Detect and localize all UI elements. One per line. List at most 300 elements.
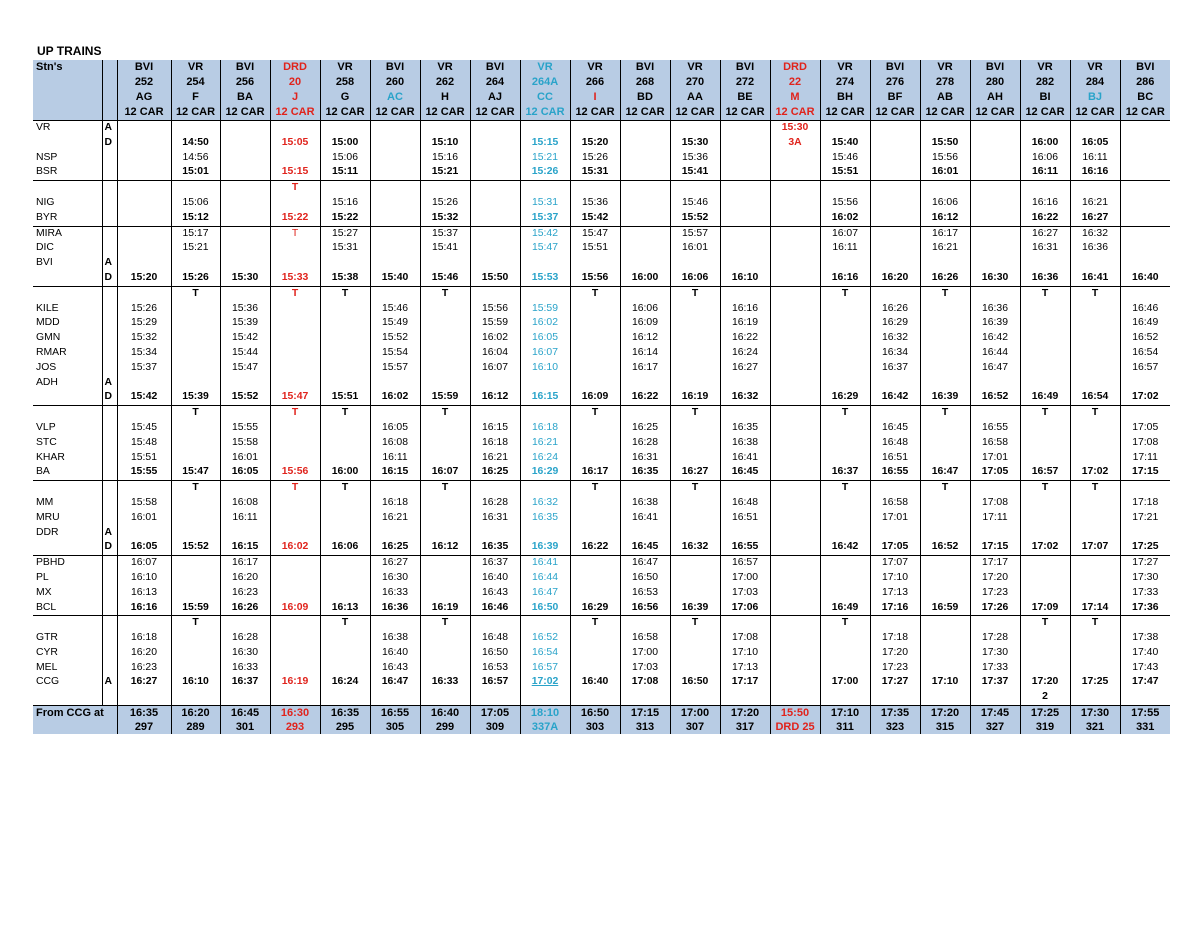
time-cell bbox=[820, 376, 870, 391]
time-cell: T bbox=[570, 481, 620, 496]
time-cell bbox=[470, 196, 520, 211]
timetable-row bbox=[33, 436, 1170, 451]
time-cell: T bbox=[570, 406, 620, 421]
timetable-row bbox=[33, 481, 1170, 496]
time-cell bbox=[920, 302, 970, 317]
train-car: 12 CAR bbox=[375, 106, 415, 118]
station-name: DDR bbox=[36, 526, 59, 538]
time-cell: 16:07 bbox=[470, 361, 520, 376]
time-cell: 16:18 bbox=[370, 496, 420, 511]
time-cell: 15:42 bbox=[220, 331, 270, 346]
time-cell bbox=[570, 346, 620, 361]
time-cell: 15:26 bbox=[570, 151, 620, 166]
time-cell bbox=[470, 241, 520, 256]
time-cell bbox=[470, 376, 520, 391]
timetable-row bbox=[33, 376, 1170, 391]
time-cell bbox=[171, 121, 220, 136]
time-cell: 17:20 bbox=[1020, 675, 1070, 690]
time-cell bbox=[370, 690, 420, 705]
train-number: 252 bbox=[134, 76, 154, 88]
time-cell bbox=[570, 690, 620, 705]
time-cell bbox=[920, 511, 970, 526]
arr-dep-marker bbox=[102, 421, 117, 436]
time-cell bbox=[1020, 346, 1070, 361]
timetable-row bbox=[33, 390, 1170, 405]
time-cell bbox=[320, 331, 370, 346]
return-trip bbox=[1120, 706, 1170, 735]
time-cell: 15:30 bbox=[770, 121, 820, 136]
time-cell: 15:51 bbox=[117, 451, 171, 466]
time-cell: 16:22 bbox=[570, 540, 620, 555]
train-origin: BVI bbox=[485, 61, 505, 73]
time-cell: 16:49 bbox=[1120, 316, 1170, 331]
time-cell bbox=[720, 376, 770, 391]
time-cell bbox=[270, 151, 320, 166]
time-cell bbox=[370, 121, 420, 136]
time-cell: 16:42 bbox=[970, 331, 1020, 346]
train-car: 12 CAR bbox=[1025, 106, 1065, 118]
time-cell bbox=[1120, 526, 1170, 541]
time-cell: 17:43 bbox=[1120, 661, 1170, 676]
time-cell bbox=[1120, 181, 1170, 196]
time-cell: 16:02 bbox=[270, 540, 320, 555]
train-code: CC bbox=[537, 91, 553, 103]
time-cell bbox=[270, 256, 320, 271]
time-cell: 15:29 bbox=[117, 316, 171, 331]
time-cell bbox=[770, 661, 820, 676]
time-cell bbox=[1070, 376, 1120, 391]
time-cell bbox=[470, 286, 520, 301]
time-cell bbox=[1120, 286, 1170, 301]
time-cell bbox=[770, 421, 820, 436]
time-cell: 15:52 bbox=[670, 211, 720, 226]
time-cell bbox=[171, 302, 220, 317]
time-cell bbox=[770, 256, 820, 271]
arr-dep-marker bbox=[102, 346, 117, 361]
time-cell: 17:33 bbox=[970, 661, 1020, 676]
time-cell: 17:05 bbox=[1120, 421, 1170, 436]
time-cell: 15:27 bbox=[320, 226, 370, 241]
time-cell: T bbox=[270, 406, 320, 421]
time-cell: 16:48 bbox=[870, 436, 920, 451]
time-cell bbox=[420, 421, 470, 436]
time-cell bbox=[820, 556, 870, 571]
time-cell: 16:40 bbox=[570, 675, 620, 690]
time-cell bbox=[370, 151, 420, 166]
return-time: 17:45 bbox=[980, 707, 1010, 720]
time-cell: 16:15 bbox=[520, 390, 570, 405]
time-cell: 16:32 bbox=[1070, 226, 1120, 241]
return-trip bbox=[720, 706, 770, 735]
return-time: 17:20 bbox=[930, 707, 960, 720]
time-cell bbox=[270, 302, 320, 317]
return-time: 17:55 bbox=[1131, 707, 1160, 720]
time-cell bbox=[770, 465, 820, 480]
train-origin: VR bbox=[587, 61, 603, 73]
time-cell: 16:16 bbox=[1020, 196, 1070, 211]
return-train: 321 bbox=[1085, 721, 1105, 734]
time-cell: T bbox=[420, 286, 470, 301]
time-cell bbox=[770, 346, 820, 361]
time-cell: 15:38 bbox=[320, 271, 370, 286]
time-cell bbox=[1120, 211, 1170, 226]
time-cell: 16:27 bbox=[1070, 211, 1120, 226]
time-cell: 16:29 bbox=[520, 465, 570, 480]
timetable-row bbox=[33, 181, 1170, 196]
time-cell bbox=[720, 165, 770, 180]
time-cell: 15:57 bbox=[370, 361, 420, 376]
time-cell: 16:46 bbox=[1120, 302, 1170, 317]
time-cell: 16:17 bbox=[620, 361, 670, 376]
train-car: 12 CAR bbox=[1075, 106, 1115, 118]
time-cell: 17:01 bbox=[870, 511, 920, 526]
time-cell bbox=[770, 571, 820, 586]
time-cell: T bbox=[920, 481, 970, 496]
time-cell bbox=[620, 226, 670, 241]
time-cell bbox=[620, 136, 670, 151]
train-number: 22 bbox=[788, 76, 802, 88]
time-cell bbox=[570, 661, 620, 676]
arr-dep-marker bbox=[102, 556, 117, 571]
time-cell: 16:57 bbox=[1020, 465, 1070, 480]
time-cell bbox=[870, 226, 920, 241]
arr-dep-marker bbox=[102, 302, 117, 317]
train-header bbox=[1070, 60, 1120, 121]
return-train: 297 bbox=[134, 721, 154, 734]
time-cell bbox=[870, 526, 920, 541]
time-cell bbox=[420, 302, 470, 317]
time-cell bbox=[470, 226, 520, 241]
time-cell: 17:01 bbox=[970, 451, 1020, 466]
arr-dep-marker bbox=[102, 196, 117, 211]
time-cell: 16:36 bbox=[970, 302, 1020, 317]
time-cell: 16:52 bbox=[1120, 331, 1170, 346]
return-train: 311 bbox=[836, 721, 854, 734]
time-cell: T bbox=[670, 616, 720, 631]
return-trip bbox=[520, 706, 570, 735]
time-cell bbox=[117, 616, 171, 631]
time-cell bbox=[670, 631, 720, 646]
train-origin: BVI bbox=[235, 61, 255, 73]
time-cell bbox=[920, 121, 970, 136]
time-cell bbox=[1020, 451, 1070, 466]
timetable-row bbox=[33, 226, 1170, 241]
time-cell bbox=[1070, 586, 1120, 601]
timetable-row bbox=[33, 675, 1170, 690]
time-cell bbox=[370, 256, 420, 271]
time-cell bbox=[620, 241, 670, 256]
time-cell bbox=[1070, 646, 1120, 661]
timetable-row bbox=[33, 496, 1170, 511]
train-code: J bbox=[291, 91, 299, 103]
time-cell bbox=[620, 376, 670, 391]
train-header bbox=[970, 60, 1020, 121]
time-cell: 15:56 bbox=[570, 271, 620, 286]
arr-dep-marker bbox=[102, 481, 117, 496]
time-cell bbox=[420, 331, 470, 346]
time-cell: 17:08 bbox=[1120, 436, 1170, 451]
time-cell: 16:19 bbox=[720, 316, 770, 331]
time-cell: 16:28 bbox=[470, 496, 520, 511]
arr-dep-marker bbox=[102, 165, 117, 180]
time-cell: 16:09 bbox=[270, 601, 320, 616]
time-cell bbox=[970, 136, 1020, 151]
train-header bbox=[520, 60, 570, 121]
time-cell: 15:52 bbox=[171, 540, 220, 555]
time-cell bbox=[1070, 331, 1120, 346]
time-cell: 16:07 bbox=[117, 556, 171, 571]
time-cell bbox=[520, 121, 570, 136]
time-cell bbox=[820, 451, 870, 466]
time-cell bbox=[270, 646, 320, 661]
time-cell: 15:22 bbox=[270, 211, 320, 226]
time-cell bbox=[770, 165, 820, 180]
train-car: 12 CAR bbox=[725, 106, 765, 118]
time-cell: 16:22 bbox=[720, 331, 770, 346]
time-cell bbox=[420, 586, 470, 601]
time-cell: 16:51 bbox=[870, 451, 920, 466]
time-cell bbox=[1020, 436, 1070, 451]
train-header bbox=[370, 60, 420, 121]
return-trip bbox=[920, 706, 970, 735]
time-cell: T bbox=[270, 226, 320, 241]
time-cell bbox=[870, 121, 920, 136]
time-cell: 16:10 bbox=[520, 361, 570, 376]
time-cell bbox=[770, 181, 820, 196]
time-cell bbox=[520, 481, 570, 496]
stn-header: Stn's bbox=[33, 60, 102, 121]
footer-row bbox=[33, 706, 1170, 735]
time-cell bbox=[720, 526, 770, 541]
return-train: 315 bbox=[935, 721, 955, 734]
train-header bbox=[470, 60, 520, 121]
time-cell: 15:05 bbox=[270, 136, 320, 151]
time-cell: 16:06 bbox=[920, 196, 970, 211]
time-cell bbox=[220, 256, 270, 271]
time-cell: T bbox=[820, 481, 870, 496]
arr-dep-marker bbox=[102, 690, 117, 705]
time-cell: 16:35 bbox=[620, 465, 670, 480]
time-cell bbox=[620, 196, 670, 211]
return-train: 317 bbox=[735, 721, 755, 734]
time-cell: 17:18 bbox=[1120, 496, 1170, 511]
return-time: 17:35 bbox=[880, 707, 910, 720]
time-cell bbox=[920, 256, 970, 271]
time-cell: 15:49 bbox=[370, 316, 420, 331]
arr-dep-marker: A bbox=[102, 121, 117, 136]
return-train: 299 bbox=[435, 721, 455, 734]
time-cell bbox=[470, 406, 520, 421]
time-cell bbox=[770, 556, 820, 571]
time-cell: 16:45 bbox=[720, 465, 770, 480]
time-cell: 16:51 bbox=[720, 511, 770, 526]
time-cell: 15:55 bbox=[117, 465, 171, 480]
station-name: ADH bbox=[36, 376, 58, 388]
time-cell: 17:27 bbox=[1120, 556, 1170, 571]
time-cell: 16:21 bbox=[520, 436, 570, 451]
return-train: 301 bbox=[235, 721, 255, 734]
arr-dep-marker bbox=[102, 406, 117, 421]
time-cell: 16:05 bbox=[370, 421, 420, 436]
time-cell: 16:18 bbox=[520, 421, 570, 436]
time-cell: 17:15 bbox=[1120, 465, 1170, 480]
time-cell: 15:15 bbox=[270, 165, 320, 180]
time-cell bbox=[570, 316, 620, 331]
time-cell bbox=[870, 286, 920, 301]
time-cell bbox=[620, 286, 670, 301]
time-cell: T bbox=[320, 481, 370, 496]
time-cell bbox=[820, 526, 870, 541]
time-cell: 16:31 bbox=[1020, 241, 1070, 256]
time-cell: 16:06 bbox=[670, 271, 720, 286]
train-origin: VR bbox=[687, 61, 703, 73]
time-cell: 15:52 bbox=[370, 331, 420, 346]
time-cell: 15:59 bbox=[470, 316, 520, 331]
time-cell bbox=[720, 690, 770, 705]
time-cell: 15:50 bbox=[920, 136, 970, 151]
time-cell: 16:46 bbox=[470, 601, 520, 616]
time-cell: 17:02 bbox=[1020, 540, 1070, 555]
time-cell bbox=[770, 286, 820, 301]
time-cell bbox=[1120, 241, 1170, 256]
time-cell: 17:13 bbox=[870, 586, 920, 601]
time-cell: T bbox=[320, 616, 370, 631]
return-trip bbox=[270, 706, 320, 735]
time-cell: 16:39 bbox=[520, 540, 570, 555]
time-cell: T bbox=[670, 286, 720, 301]
time-cell: 15:40 bbox=[370, 271, 420, 286]
time-cell: 15:10 bbox=[420, 136, 470, 151]
ad-header bbox=[102, 60, 117, 121]
time-cell bbox=[171, 316, 220, 331]
train-header bbox=[570, 60, 620, 121]
time-cell bbox=[320, 361, 370, 376]
time-cell: 16:57 bbox=[520, 661, 570, 676]
train-header bbox=[670, 60, 720, 121]
time-cell bbox=[171, 661, 220, 676]
time-cell: 16:55 bbox=[970, 421, 1020, 436]
time-cell bbox=[870, 481, 920, 496]
timetable-row bbox=[33, 316, 1170, 331]
time-cell bbox=[320, 316, 370, 331]
time-cell: 15:59 bbox=[171, 601, 220, 616]
return-trip bbox=[620, 706, 670, 735]
time-cell: 16:39 bbox=[670, 601, 720, 616]
time-cell bbox=[1070, 361, 1120, 376]
station-name: VR bbox=[33, 121, 102, 136]
time-cell bbox=[220, 151, 270, 166]
time-cell bbox=[820, 690, 870, 705]
station-name bbox=[33, 271, 102, 286]
time-cell: 15:36 bbox=[220, 302, 270, 317]
time-cell: 16:50 bbox=[620, 571, 670, 586]
time-cell: 16:13 bbox=[117, 586, 171, 601]
time-cell bbox=[670, 302, 720, 317]
station-name: BA bbox=[36, 466, 50, 478]
time-cell: 16:49 bbox=[1020, 390, 1070, 405]
time-cell: 15:47 bbox=[520, 241, 570, 256]
time-cell: 16:02 bbox=[470, 331, 520, 346]
time-cell: 17:10 bbox=[920, 675, 970, 690]
time-cell: 16:15 bbox=[370, 465, 420, 480]
train-header bbox=[420, 60, 470, 121]
time-cell: 16:37 bbox=[220, 675, 270, 690]
time-cell: 16:27 bbox=[670, 465, 720, 480]
time-cell: T bbox=[820, 406, 870, 421]
time-cell bbox=[970, 690, 1020, 705]
time-cell bbox=[370, 181, 420, 196]
arr-dep-marker bbox=[102, 151, 117, 166]
time-cell bbox=[1020, 646, 1070, 661]
time-cell bbox=[171, 511, 220, 526]
time-cell bbox=[670, 121, 720, 136]
train-origin: VR bbox=[337, 61, 353, 73]
time-cell bbox=[117, 286, 171, 301]
time-cell bbox=[117, 481, 171, 496]
return-time: 16:35 bbox=[129, 707, 159, 720]
time-cell: 16:52 bbox=[970, 390, 1020, 405]
time-cell bbox=[320, 451, 370, 466]
time-cell bbox=[970, 616, 1020, 631]
time-cell: 16:00 bbox=[320, 465, 370, 480]
station-name: VLP bbox=[36, 421, 56, 433]
time-cell bbox=[670, 586, 720, 601]
time-cell: 16:32 bbox=[870, 331, 920, 346]
time-cell: 17:36 bbox=[1120, 601, 1170, 616]
time-cell bbox=[1070, 421, 1120, 436]
time-cell bbox=[970, 181, 1020, 196]
time-cell: 17:28 bbox=[970, 631, 1020, 646]
time-cell bbox=[620, 165, 670, 180]
time-cell bbox=[420, 316, 470, 331]
time-cell: 15:37 bbox=[117, 361, 171, 376]
time-cell: 16:40 bbox=[1120, 271, 1170, 286]
time-cell bbox=[670, 421, 720, 436]
time-cell: T bbox=[570, 286, 620, 301]
time-cell: 17:30 bbox=[1120, 571, 1170, 586]
timetable-row bbox=[33, 256, 1170, 271]
train-origin: DRD bbox=[783, 61, 807, 73]
time-cell bbox=[171, 361, 220, 376]
train-origin: BVI bbox=[635, 61, 655, 73]
time-cell: 16:39 bbox=[920, 390, 970, 405]
station-name bbox=[33, 616, 102, 631]
return-train: 319 bbox=[1035, 721, 1055, 734]
time-cell: 17:00 bbox=[820, 675, 870, 690]
from-ccg-label: From CCG at bbox=[33, 706, 117, 735]
time-cell bbox=[970, 241, 1020, 256]
time-cell bbox=[420, 346, 470, 361]
time-cell: T bbox=[320, 406, 370, 421]
time-cell: T bbox=[1020, 616, 1070, 631]
time-cell bbox=[820, 436, 870, 451]
train-code: AG bbox=[135, 91, 153, 103]
time-cell bbox=[1020, 556, 1070, 571]
time-cell bbox=[520, 616, 570, 631]
timetable-row bbox=[33, 571, 1170, 586]
time-cell bbox=[320, 556, 370, 571]
station-name: PBHD bbox=[36, 557, 65, 569]
train-code: AA bbox=[687, 91, 703, 103]
time-cell: 17:10 bbox=[720, 646, 770, 661]
time-cell bbox=[520, 181, 570, 196]
time-cell bbox=[870, 211, 920, 226]
time-cell: 15:33 bbox=[270, 271, 320, 286]
time-cell bbox=[1020, 496, 1070, 511]
time-cell bbox=[620, 256, 670, 271]
time-cell: 17:38 bbox=[1120, 631, 1170, 646]
time-cell: 16:17 bbox=[220, 556, 270, 571]
